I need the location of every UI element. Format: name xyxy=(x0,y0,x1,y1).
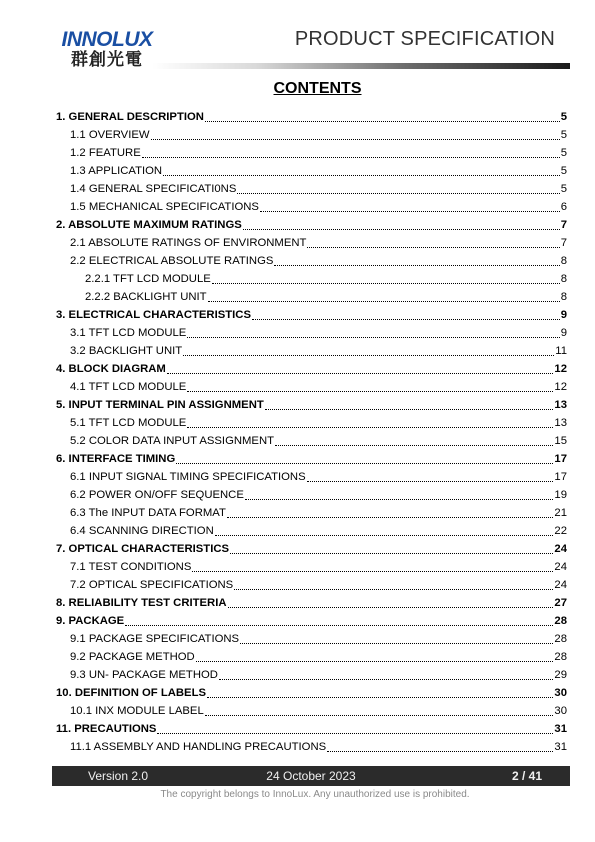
toc-dot-leader xyxy=(307,468,554,482)
toc-entry-label: 1.4 GENERAL SPECIFICATI0NS xyxy=(70,183,237,195)
toc-entry-page: 24 xyxy=(554,543,567,555)
toc-dot-leader xyxy=(219,666,553,680)
toc-entry[interactable] xyxy=(56,180,567,198)
toc-entry-page: 5 xyxy=(560,111,567,123)
toc-entry-label: 2.2.1 TFT LCD MODULE xyxy=(85,273,211,285)
toc-entry-page: 28 xyxy=(554,633,567,645)
toc-dot-leader xyxy=(212,270,560,284)
toc-entry-label: 2.1 ABSOLUTE RATINGS OF ENVIRONMENT xyxy=(70,237,307,249)
toc-entry[interactable] xyxy=(56,684,567,702)
toc-dot-leader xyxy=(151,126,560,140)
toc-entry[interactable] xyxy=(56,288,567,306)
toc-entry-page: 13 xyxy=(554,399,567,411)
toc-entry[interactable] xyxy=(56,306,567,324)
toc-dot-leader xyxy=(192,558,553,572)
footer-version: Version 2.0 xyxy=(88,769,149,783)
toc-entry-label: 9.1 PACKAGE SPECIFICATIONS xyxy=(70,633,240,645)
toc-dot-leader xyxy=(240,630,553,644)
toc-entry[interactable] xyxy=(56,504,567,522)
toc-entry[interactable] xyxy=(56,450,567,468)
toc-entry[interactable] xyxy=(56,324,567,342)
toc-dot-leader xyxy=(274,252,559,266)
toc-entry[interactable] xyxy=(56,126,567,144)
toc-entry-label: 9.2 PACKAGE METHOD xyxy=(70,651,195,663)
toc-entry[interactable] xyxy=(56,594,567,612)
toc-entry-page: 24 xyxy=(554,561,567,573)
toc-entry-label: 9. PACKAGE xyxy=(56,615,125,627)
toc-entry[interactable] xyxy=(56,630,567,648)
toc-entry-label: 1.2 FEATURE xyxy=(70,147,141,159)
toc-entry-page: 19 xyxy=(554,489,567,501)
toc-entry-page: 13 xyxy=(554,417,567,429)
copyright-notice: The copyright belongs to InnoLux. Any unauthorized use is prohibited. xyxy=(160,789,470,800)
toc-entry-label: 5.1 TFT LCD MODULE xyxy=(70,417,187,429)
toc-entry[interactable] xyxy=(56,414,567,432)
toc-entry-label: 6.4 SCANNING DIRECTION xyxy=(70,525,214,537)
toc-entry-label: 10.1 INX MODULE LABEL xyxy=(70,705,204,717)
toc-entry-label: 7. OPTICAL CHARACTERISTICS xyxy=(56,543,230,555)
toc-entry-label: 9.3 UN- PACKAGE METHOD xyxy=(70,669,218,681)
table-of-contents xyxy=(56,108,567,756)
toc-entry[interactable] xyxy=(56,216,567,234)
toc-entry-label: 6. INTERFACE TIMING xyxy=(56,453,176,465)
toc-dot-leader xyxy=(207,684,553,698)
toc-entry-label: 2. ABSOLUTE MAXIMUM RATINGS xyxy=(56,219,242,231)
toc-entry-page: 8 xyxy=(560,273,567,285)
toc-entry-page: 31 xyxy=(554,741,567,753)
toc-entry-page: 8 xyxy=(560,255,567,267)
toc-dot-leader xyxy=(245,486,554,500)
toc-entry-label: 1. GENERAL DESCRIPTION xyxy=(56,111,204,123)
toc-entry-label: 2.2.2 BACKLIGHT UNIT xyxy=(85,291,207,303)
toc-entry-page: 5 xyxy=(560,183,567,195)
header-divider xyxy=(152,63,570,69)
toc-entry-page: 7 xyxy=(560,219,567,231)
toc-entry-page: 5 xyxy=(560,147,567,159)
toc-entry-page: 5 xyxy=(560,165,567,177)
toc-dot-leader xyxy=(327,738,553,752)
toc-entry-label: 6.3 The INPUT DATA FORMAT xyxy=(70,507,226,519)
logo-latin-text: INNOLUX xyxy=(61,28,153,51)
toc-entry-label: 8. RELIABILITY TEST CRITERIA xyxy=(56,597,227,609)
toc-dot-leader xyxy=(307,234,559,248)
toc-dot-leader xyxy=(228,594,554,608)
toc-entry-label: 3. ELECTRICAL CHARACTERISTICS xyxy=(56,309,251,321)
toc-dot-leader xyxy=(252,306,560,320)
toc-entry-label: 3.2 BACKLIGHT UNIT xyxy=(70,345,183,357)
toc-entry[interactable] xyxy=(56,666,567,684)
toc-entry[interactable] xyxy=(56,720,567,738)
toc-dot-leader xyxy=(205,108,560,122)
toc-entry-page: 28 xyxy=(554,615,567,627)
toc-dot-leader xyxy=(243,216,560,230)
toc-entry-label: 4.1 TFT LCD MODULE xyxy=(70,381,187,393)
toc-entry-page: 9 xyxy=(560,309,567,321)
toc-dot-leader xyxy=(187,324,559,338)
toc-entry-label: 5. INPUT TERMINAL PIN ASSIGNMENT xyxy=(56,399,264,411)
toc-entry[interactable] xyxy=(56,468,567,486)
toc-entry-page: 21 xyxy=(554,507,567,519)
toc-entry-page: 30 xyxy=(554,705,567,717)
toc-dot-leader xyxy=(227,504,554,518)
footer-bar xyxy=(52,766,570,786)
toc-entry-page: 12 xyxy=(554,363,567,375)
toc-entry-page: 28 xyxy=(554,651,567,663)
toc-dot-leader xyxy=(205,702,554,716)
toc-entry-page: 24 xyxy=(554,579,567,591)
footer-page-number: 2 / 41 xyxy=(511,769,542,783)
toc-entry[interactable] xyxy=(56,144,567,162)
toc-entry-label: 1.3 APPLICATION xyxy=(70,165,163,177)
toc-entry-page: 11 xyxy=(555,345,567,357)
toc-dot-leader xyxy=(237,180,559,194)
toc-dot-leader xyxy=(163,162,560,176)
innolux-logo xyxy=(60,28,154,72)
toc-dot-leader xyxy=(187,414,553,428)
toc-entry[interactable] xyxy=(56,738,567,756)
toc-entry[interactable] xyxy=(56,540,567,558)
toc-entry[interactable] xyxy=(56,702,567,720)
toc-entry[interactable] xyxy=(56,432,567,450)
toc-entry-label: 10. DEFINITION OF LABELS xyxy=(56,687,207,699)
toc-entry-page: 9 xyxy=(560,327,567,339)
toc-entry[interactable] xyxy=(56,522,567,540)
toc-entry-page: 27 xyxy=(554,597,567,609)
toc-entry-page: 17 xyxy=(554,453,567,465)
toc-entry-page: 7 xyxy=(560,237,567,249)
toc-entry-page: 17 xyxy=(554,471,567,483)
toc-entry[interactable] xyxy=(56,396,567,414)
toc-entry-page: 5 xyxy=(560,129,567,141)
toc-entry-label: 1.5 MECHANICAL SPECIFICATIONS xyxy=(70,201,259,213)
toc-entry-page: 29 xyxy=(554,669,567,681)
toc-entry-label: 5.2 COLOR DATA INPUT ASSIGNMENT xyxy=(70,435,275,447)
toc-entry[interactable] xyxy=(56,360,567,378)
toc-entry-label: 2.2 ELECTRICAL ABSOLUTE RATINGS xyxy=(70,255,274,267)
toc-dot-leader xyxy=(167,360,554,374)
contents-heading: CONTENTS xyxy=(273,80,362,97)
toc-dot-leader xyxy=(142,144,560,158)
toc-dot-leader xyxy=(230,540,553,554)
toc-dot-leader xyxy=(176,450,553,464)
toc-entry-page: 12 xyxy=(554,381,567,393)
toc-dot-leader xyxy=(183,342,554,356)
toc-entry-page: 8 xyxy=(560,291,567,303)
toc-entry[interactable] xyxy=(56,342,567,360)
toc-dot-leader xyxy=(208,288,560,302)
toc-dot-leader xyxy=(157,720,553,734)
toc-entry[interactable] xyxy=(56,576,567,594)
toc-entry-label: 3.1 TFT LCD MODULE xyxy=(70,327,187,339)
toc-entry[interactable] xyxy=(56,162,567,180)
toc-entry[interactable] xyxy=(56,612,567,630)
footer-date: 24 October 2023 xyxy=(266,769,356,783)
toc-entry-label: 4. BLOCK DIAGRAM xyxy=(56,363,166,375)
toc-entry[interactable] xyxy=(56,486,567,504)
toc-dot-leader xyxy=(260,198,560,212)
toc-entry-label: 6.2 POWER ON/OFF SEQUENCE xyxy=(70,489,244,501)
logo-cjk-text: 群創光電 xyxy=(71,50,143,70)
toc-entry-label: 7.2 OPTICAL SPECIFICATIONS xyxy=(70,579,234,591)
toc-entry[interactable] xyxy=(56,234,567,252)
toc-entry-page: 31 xyxy=(554,723,567,735)
toc-entry-label: 11.1 ASSEMBLY AND HANDLING PRECAUTIONS xyxy=(70,741,327,753)
toc-entry-page: 30 xyxy=(554,687,567,699)
toc-entry-label: 11. PRECAUTIONS xyxy=(56,723,157,735)
toc-entry-label: 1.1 OVERVIEW xyxy=(70,129,150,141)
toc-entry[interactable] xyxy=(56,648,567,666)
toc-dot-leader xyxy=(275,432,553,446)
toc-entry-label: 7.1 TEST CONDITIONS xyxy=(70,561,192,573)
toc-dot-leader xyxy=(215,522,554,536)
toc-dot-leader xyxy=(265,396,554,410)
toc-dot-leader xyxy=(196,648,554,662)
toc-entry-page: 22 xyxy=(554,525,567,537)
document-title: PRODUCT SPECIFICATION xyxy=(294,28,555,50)
toc-entry[interactable] xyxy=(56,378,567,396)
toc-entry[interactable] xyxy=(56,270,567,288)
toc-entry-page: 6 xyxy=(560,201,567,213)
toc-dot-leader xyxy=(187,378,553,392)
toc-entry-label: 6.1 INPUT SIGNAL TIMING SPECIFICATIONS xyxy=(70,471,306,483)
toc-entry[interactable] xyxy=(56,108,567,126)
toc-dot-leader xyxy=(125,612,553,626)
toc-dot-leader xyxy=(234,576,553,590)
toc-entry[interactable] xyxy=(56,252,567,270)
toc-entry-page: 15 xyxy=(554,435,567,447)
toc-entry[interactable] xyxy=(56,198,567,216)
toc-entry[interactable] xyxy=(56,558,567,576)
